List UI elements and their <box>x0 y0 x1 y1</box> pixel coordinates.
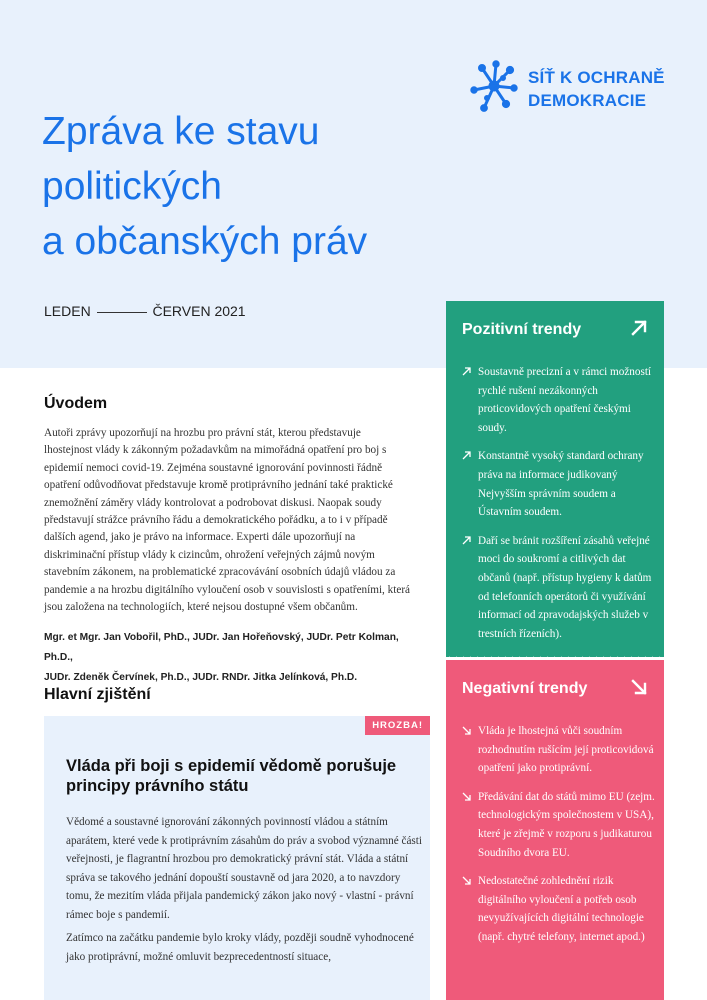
title-line-2: politických <box>42 165 222 208</box>
threat-card <box>44 716 430 1000</box>
logo-wordmark <box>528 66 665 112</box>
threat-paragraph-1: Vědomé a soustavné ignorování zákonných povinností vládou a státním aparátem, které vede k protiprávním zásahům do práv a svobod významné části veřejnosti, je flagrantní hrozbou pro demokratický právní stát. Vláda a státní správa se takového jednání dopouští soustavně od jara 2020, a to navzdory tomu, že mezitím vláda přijala pandemický zákon jako nový - vlastní - právní rámec boje s pandemií. <box>66 816 423 921</box>
list-item <box>462 788 658 862</box>
list-item <box>462 363 658 437</box>
logo-line-1: SÍŤ K OCHRANĚ <box>528 68 665 87</box>
logo-line-2: DEMOKRACIE <box>528 91 647 110</box>
title-line-1: Zpráva ke stavu <box>42 110 320 153</box>
period-to: ČERVEN 2021 <box>152 303 246 319</box>
list-item <box>462 447 658 521</box>
arrow-down-right-icon <box>462 876 471 885</box>
negative-trends-panel <box>446 660 664 1000</box>
list-item <box>462 532 658 644</box>
list-item-text: Konstantně vysoký standard ochrany práva na informace judikovaný Nejvyšším správním soudem a Ústavním soudem. <box>478 450 644 519</box>
threat-card-title: Vláda při boji s epidemií vědomě porušuje principy právního státu <box>66 757 397 795</box>
arrow-down-right-icon <box>630 678 648 696</box>
list-item-text: Soustavně precizní a v rámci možností rychlé rušení nezákonných proticovidových opatření českými soudy. <box>478 366 652 434</box>
threat-paragraph-2: Zatímco na začátku pandemie bylo kroky vlády, později soudně vyhodnocené jako protiprávní, možné omluvit bezprecedentností situace, <box>66 932 414 963</box>
positive-trends-list <box>462 363 658 653</box>
list-item-text: Nedostatečné zohlednění rizik digitálního vyloučení a potřeb osob nevyužívajících digitální technologie (např. chytré telefony, internet apod.) <box>478 875 645 943</box>
positive-trends-heading: Pozitivní trendy <box>462 321 582 338</box>
intro-section <box>44 395 410 688</box>
arrow-down-right-icon <box>462 792 471 801</box>
authors-line-2: JUDr. Zdeněk Červínek, Ph.D., JUDr. RNDr. Jitka Jelínková, Ph.D. <box>44 672 358 684</box>
arrow-up-right-icon <box>462 536 471 545</box>
list-item-text: Daří se bránit rozšíření zásahů veřejné moci do soukromí a citlivých dat občanů (např. přístup hygieny k datům od telefonních operátorů či využívání informací od zpravodajských služeb v trestních řízeních). <box>478 534 652 640</box>
organization-logo <box>470 60 690 120</box>
findings-heading: Hlavní zjištění <box>44 686 151 703</box>
list-item <box>462 722 658 778</box>
period-from: LEDEN <box>44 303 91 319</box>
threat-badge: HROZBA! <box>365 716 430 735</box>
report-period <box>44 303 246 319</box>
arrow-up-right-icon <box>462 451 471 460</box>
period-dash <box>97 312 147 313</box>
report-title <box>42 104 442 269</box>
list-item-text: Vláda je lhostejná vůči soudním rozhodnutím rušícím její proticovidová opatření jako protiprávní. <box>478 725 654 775</box>
negative-trends-heading: Negativní trendy <box>462 680 588 697</box>
arrow-up-right-icon <box>462 367 471 376</box>
intro-heading: Úvodem <box>44 395 108 412</box>
list-item-text: Předávání dat do států mimo EU (zejm. technologickým společnostem v USA), které je zřejmě v rozporu s judikaturou Soudního dvora EU. <box>478 790 655 859</box>
arrow-down-right-icon <box>462 726 471 735</box>
authors-list <box>44 628 410 688</box>
title-line-3: a občanských práv <box>42 220 368 263</box>
arrow-up-right-icon <box>630 319 648 337</box>
negative-trends-list <box>462 722 658 957</box>
intro-paragraph: Autoři zprávy upozorňují na hrozbu pro právní stát, kterou představuje lhostejnost vlády k zákonným požadavkům na mimořádná opatření pro boj s epidemií nemoci covid-19. Zejména soustavné ignorování povinnosti řádně opatření odůvodňovat představuje kromě protiprávního jednání také praktické znemožnění záměry vlády kontrolovat a podrobovat diskusi. Naopak soudy představují strážce právního řádu a demokratického pořádku, a to i v případě dalších agend, jako je právo na informace. Experti dále upozorňují na diskriminační přístup vlády k cizincům, ohrožení veřejných zájmů novým stavebním zákonem, na problematické zpracovávání osobních údajů vládou za pandemie a na hrozbu digitálního vyloučení osob v souvislosti s opatřeními, která jsou založena na technologiích, které nejsou dostupné všem občanům. <box>44 427 411 614</box>
authors-line-1: Mgr. et Mgr. Jan Vobořil, PhD., JUDr. Jan Hořeňovský, JUDr. Petr Kolman, Ph.D., <box>44 632 399 664</box>
network-node-icon <box>470 60 518 112</box>
list-item <box>462 872 658 946</box>
positive-trends-panel <box>446 301 664 657</box>
